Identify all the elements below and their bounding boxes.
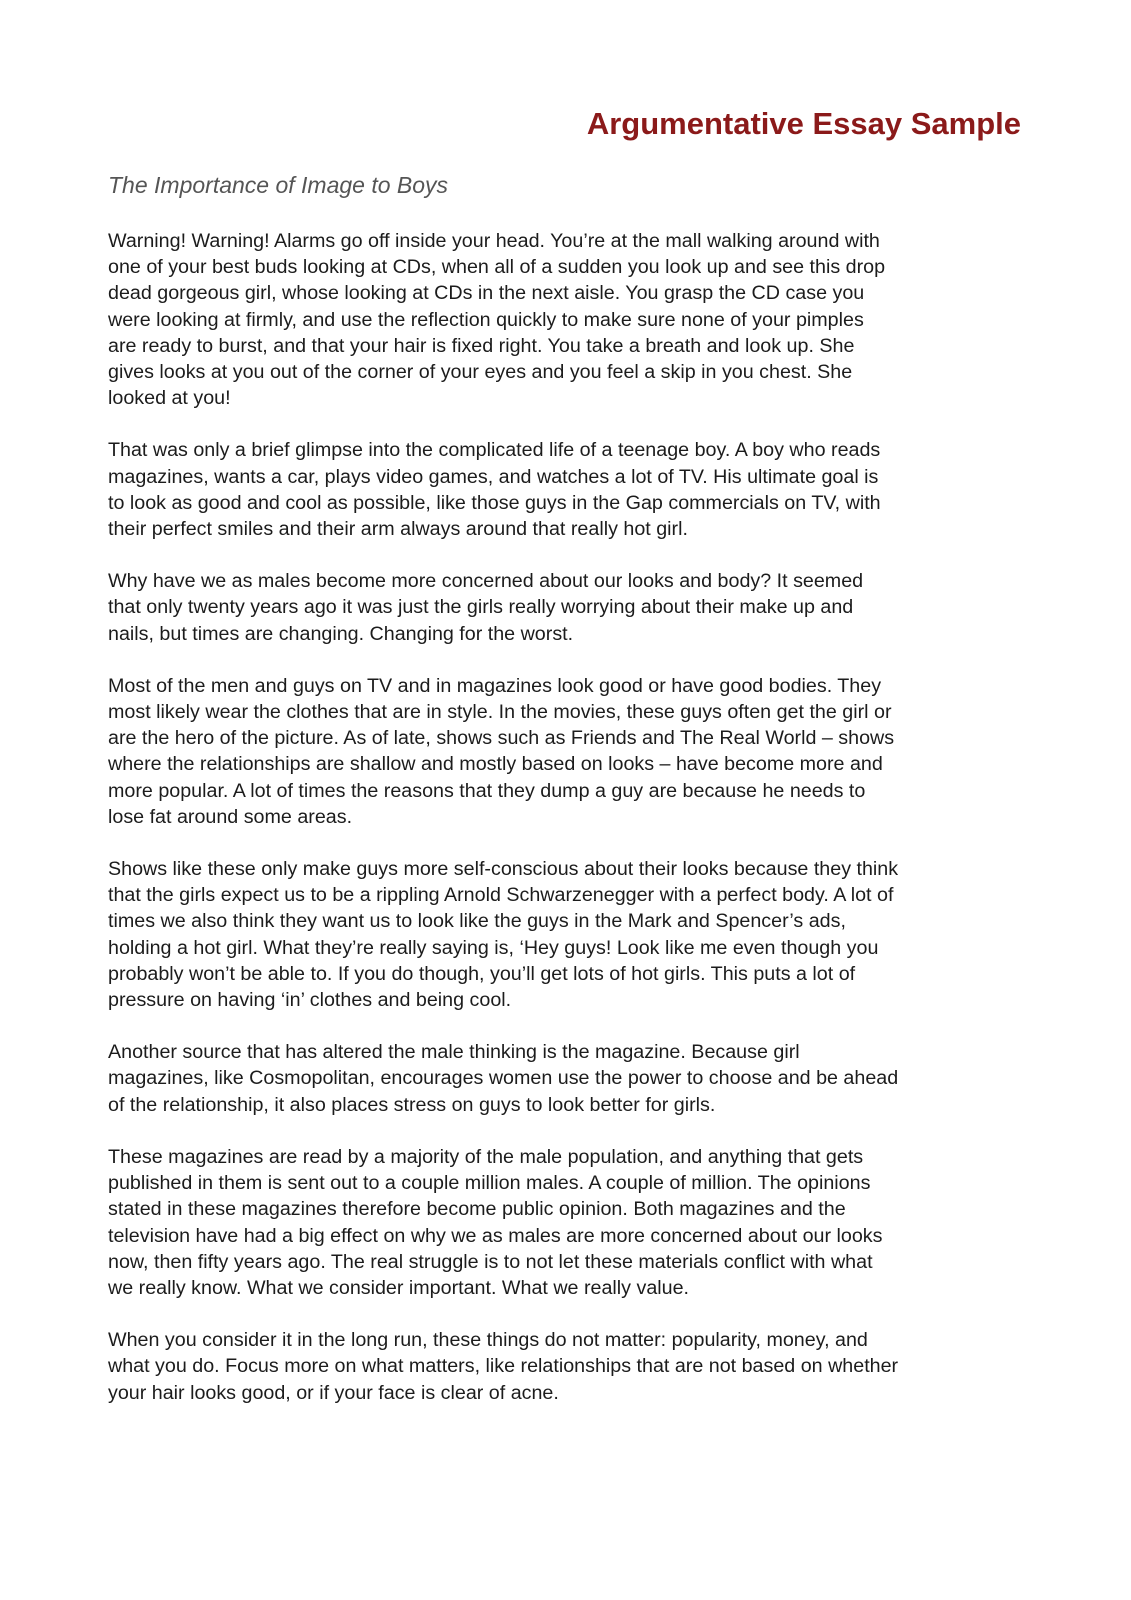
text-line: where the relationships are shallow and mostly based on looks – have become more and: [108, 753, 883, 776]
text-line: probably won’t be able to. If you do though, you’ll get lots of hot girls. This puts a lot of: [108, 962, 856, 985]
text-line: Another source that has altered the male thinking is the magazine. Because girl: [108, 1041, 800, 1064]
text-line: now, then fifty years ago. The real struggle is to not let these materials conflict with what: [108, 1250, 873, 1273]
paragraph-5: [108, 856, 1023, 1013]
text-line: Warning! Warning! Alarms go off inside your head. You’re at the mall walking around with: [108, 230, 880, 252]
text-line: that only twenty years ago it was just the girls really worrying about their make up and: [108, 596, 854, 619]
text-line: Shows like these only make guys more self-conscious about their looks because they think: [108, 858, 899, 881]
text-line: of the relationship, it also places stress on guys to look better for girls.: [108, 1093, 716, 1116]
text-line: your hair looks good, or if your face is clear of acne.: [108, 1381, 559, 1404]
text-line: are the hero of the picture. As of late, shows such as Friends and The Real World – shows: [108, 727, 895, 750]
text-line: published in them is sent out to a couple million males. A couple of million. The opinions: [108, 1172, 871, 1195]
paragraph-3: [108, 568, 1023, 647]
text-line: times we also think they want us to look like the guys in the Mark and Spencer’s ads,: [108, 910, 846, 933]
text-line: Why have we as males become more concerned about our looks and body? It seemed: [108, 570, 864, 593]
text-line: magazines, like Cosmopolitan, encourages women use the power to choose and be ahead: [108, 1067, 899, 1090]
paragraph-8: [108, 1327, 1023, 1406]
text-line: Most of the men and guys on TV and in magazines look good or have good bodies. They: [108, 674, 882, 697]
text-line: we really know. What we consider important. What we really value.: [108, 1276, 690, 1299]
text-line: lose fat around some areas.: [108, 805, 353, 828]
text-line: television have had a big effect on why we as males are more concerned about our looks: [108, 1224, 883, 1247]
text-line: are ready to burst, and that your hair is fixed right. You take a breath and look up. She: [108, 334, 855, 357]
text-line: When you consider it in the long run, these things do not matter: popularity, money, and: [108, 1329, 868, 1352]
text-line: magazines, wants a car, plays video games, and watches a lot of TV. His ultimate goal is: [108, 465, 879, 488]
paragraph-6: [108, 1039, 1023, 1118]
text-line: their perfect smiles and their arm always around that really hot girl.: [108, 518, 688, 541]
paragraph-2: [108, 437, 1023, 542]
page-title: Argumentative Essay Sample: [586, 106, 1021, 141]
essay-body: [108, 228, 1023, 1432]
text-line: looked at you!: [108, 387, 231, 410]
paragraph-1: [108, 228, 1023, 411]
text-line: to look as good and cool as possible, like those guys in the Gap commercials on TV, with: [108, 491, 881, 514]
essay-subtitle: The Importance of Image to Boys: [108, 172, 449, 198]
text-line: one of your best buds looking at CDs, when all of a sudden you look up and see this drop: [108, 256, 886, 279]
text-line: nails, but times are changing. Changing for the worst.: [108, 622, 574, 645]
text-line: dead gorgeous girl, whose looking at CDs in the next aisle. You grasp the CD case you: [108, 282, 865, 305]
text-line: pressure on having ‘in’ clothes and being cool.: [108, 989, 512, 1012]
text-line: stated in these magazines therefore become public opinion. Both magazines and the: [108, 1198, 846, 1221]
text-line: that the girls expect us to be a rippling Arnold Schwarzenegger with a perfect body. A lot of: [108, 884, 894, 907]
paragraph-7: [108, 1144, 1023, 1301]
text-line: These magazines are read by a majority of the male population, and anything that gets: [108, 1145, 864, 1168]
text-line: That was only a brief glimpse into the complicated life of a teenage boy. A boy who reads: [108, 439, 881, 462]
text-line: were looking at firmly, and use the reflection quickly to make sure none of your pimples: [108, 308, 864, 331]
text-line: what you do. Focus more on what matters, like relationships that are not based on whether: [108, 1355, 899, 1378]
text-line: gives looks at you out of the corner of your eyes and you feel a skip in you chest. She: [108, 361, 853, 384]
text-line: most likely wear the clothes that are in style. In the movies, these guys often get the girl or: [108, 701, 892, 724]
paragraph-4: [108, 673, 1023, 830]
text-line: more popular. A lot of times the reasons that they dump a guy are because he needs to: [108, 779, 866, 802]
text-line: holding a hot girl. What they’re really saying is, ‘Hey guys! Look like me even though you: [108, 936, 879, 959]
